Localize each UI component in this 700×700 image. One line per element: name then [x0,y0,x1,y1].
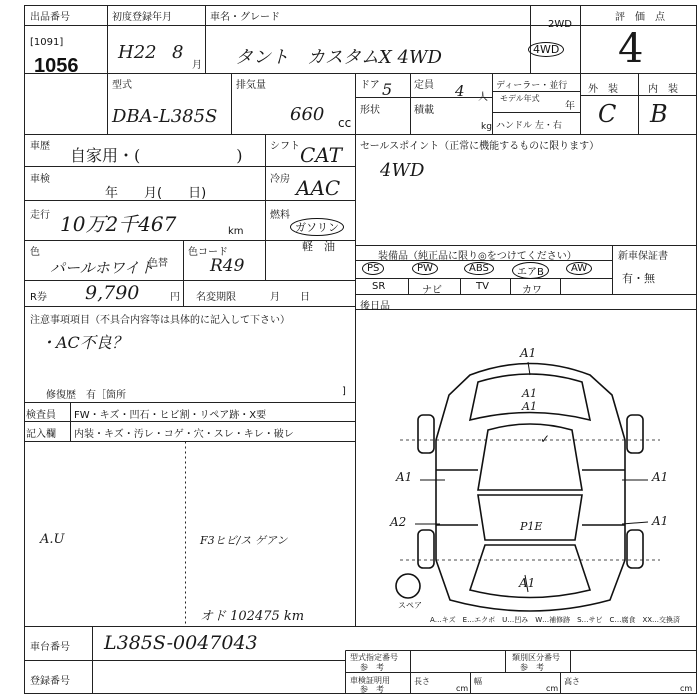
lot-number: 1056 [34,55,79,77]
type-designation-ref: 参 考 [360,663,384,672]
recycle-label: R券 [30,292,47,303]
first-reg-month: 8 [172,42,184,63]
handle-label: ハンドル 左・右 [496,121,562,131]
note-odometer: オド 102475 km [200,609,305,624]
model-label: 車名・グレード [210,12,280,23]
mark-right-front: A1 [652,470,669,484]
color-code-label: 色コード [188,247,228,258]
capacity-value: 4 [455,82,465,100]
chassis-value: L385S-0047043 [104,632,258,654]
note-front-glass: F3ヒビ/ス ゲアン [200,534,288,547]
equip-navi: ナビ [422,285,442,296]
mileage-value: 10万2千467 [60,212,177,236]
height-unit: cm [680,684,693,693]
length-unit: cm [456,684,469,693]
name-change-label: 名変期限 [196,292,236,303]
car-body-diagram [396,364,643,612]
inspector-row2: 内装・キズ・汚レ・コゲ・穴・スレ・キレ・破レ [74,429,294,440]
equip-abs: ABS [464,262,494,275]
recycle-unit: 円 [170,292,180,303]
capacity-label: 定員 [414,80,434,91]
mark-left-front: A1 [396,470,413,484]
color-change-label: 色替 [148,258,168,269]
equip-airbag: エアB [512,262,549,279]
score-label: 評 価 点 [615,12,665,23]
shift-label: シフト [270,141,300,152]
aircon-label: 冷房 [270,174,290,185]
notes-label: 注意事項項目（不具合内容等は具体的に記入して下さい） [30,315,290,326]
model-year-label: モデル年式 [500,94,540,103]
equip-sr: SR [372,281,386,292]
year-unit: 年 [565,101,575,112]
model-value: タント カスタムX 4WD [235,47,442,68]
equip-ps: PS [362,262,384,275]
mark-roof: P1E [520,520,543,533]
mark-hood-2: A1 [522,400,537,413]
exterior-grade: C [598,100,617,128]
inspector-row1: FW・キズ・凹石・ヒビ割・リペア跡・X要 [74,410,267,421]
first-reg-label: 初度登録年月 [112,12,172,23]
dealer-label: ディーラー・並行 [496,81,568,91]
warranty-value: 有・無 [622,272,655,285]
color-label: 色 [30,247,40,258]
mark-rear: A1 [519,576,536,590]
type-value: DBA-L385S [112,106,218,127]
capacity-unit: 人 [478,92,488,103]
loading-unit: kg [481,122,492,132]
inspection-label: 車検 [30,174,50,185]
mark-hood: A1 [522,387,537,400]
equip-pw: PW [412,262,438,275]
sales-point-value: 4WD [380,160,425,181]
inspection-value: 年 月( 日) [105,186,207,201]
doors-value: 5 [382,80,393,99]
entry-label: 記入欄 [26,429,56,440]
fuel-label: 燃料 [270,210,290,221]
width-unit: cm [546,684,559,693]
mark-front: A1 [520,346,537,360]
later-items-label: 後日品 [360,301,390,312]
height-label: 高さ [564,677,580,686]
category-label: 類別区分番号 [512,653,560,662]
mileage-label: 走行 [30,210,50,221]
lot-prefix: [1091] [30,37,64,48]
spare-label: スペア [398,601,422,610]
mileage-unit: km [228,226,244,237]
displacement-unit: cc [338,116,352,130]
equip-tv: TV [476,281,489,292]
mark-check: ✓ [540,432,551,446]
displacement-value: 660 [290,104,325,125]
sales-point-label: セールスポイント（正常に機能するものに限ります） [360,141,600,152]
repair-label: 修復歴 有［箇所 [46,390,126,401]
registration-label: 登録番号 [30,676,70,687]
cert-ref: 参 考 [360,685,384,694]
type-designation-label: 型式指定番号 [350,653,398,662]
repair-close: ] [342,386,346,397]
first-reg-year: H22 [118,42,157,63]
lot-label: 出品番号 [30,12,70,23]
equip-aw: AW [566,262,592,275]
length-label: 長さ [414,677,430,686]
recycle-value: 9,790 [85,282,140,304]
damage-legend: A…キズ E…エクボ U…凹み W…補修跡 S…サビ C…腐食 XX…交換済 [430,616,681,624]
interior-grade: B [650,100,668,128]
doors-label: ドア [360,80,380,91]
drive-4wd: 4WD [528,42,564,57]
interior-label: 内 装 [648,84,678,95]
mark-left-rear: A2 [390,515,407,529]
note-au: A.U [40,532,65,547]
name-change-value: 月 日 [270,292,310,303]
history-label: 車歴 [30,141,50,152]
mark-right-rear: A1 [652,514,669,528]
loading-label: 積載 [414,105,434,116]
chassis-label: 車台番号 [30,642,70,653]
category-ref: 参 考 [520,663,544,672]
warranty-label: 新車保証書 [618,251,668,262]
drive-2wd: 2WD [548,19,572,30]
shape-label: 形状 [360,105,380,116]
month-unit: 月 [192,60,202,71]
fuel-diesel: 軽 油 [302,240,335,253]
width-label: 幅 [474,677,482,686]
exterior-label: 外 装 [588,84,618,95]
notes-value: ・AC不良？ [40,333,128,352]
score-value: 4 [618,26,644,72]
aircon-value: AAC [296,176,341,200]
equip-kawa: カワ [522,285,542,296]
equipment-label: 装備品（純正品に限り◎をつけてください） [378,251,577,262]
color-code-value: R49 [210,256,245,276]
cert-label: 車検証明用 [350,676,390,685]
type-label: 型式 [112,80,132,91]
history-value: 自家用・( ) [70,146,243,165]
shift-value: CAT [300,143,342,167]
color-value: パールホワイト [50,259,155,277]
inspector-label: 検査員 [26,410,56,421]
displacement-label: 排気量 [236,80,266,91]
fuel-gasoline: ガソリン [290,218,344,236]
